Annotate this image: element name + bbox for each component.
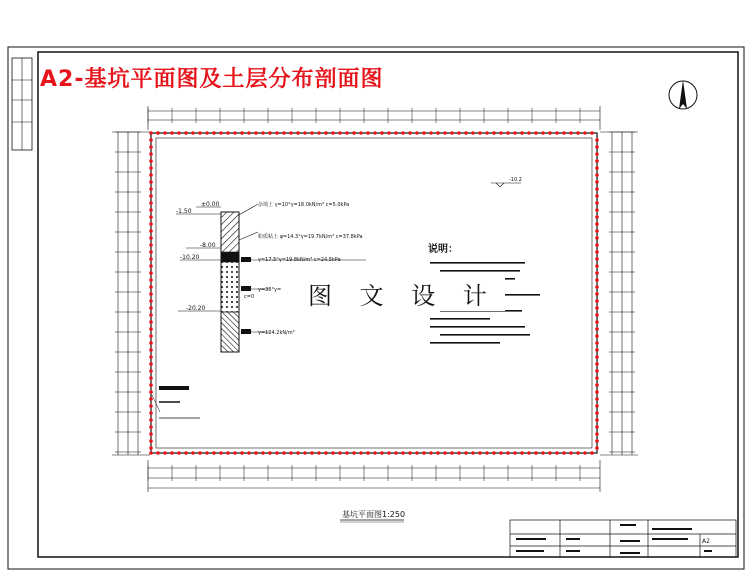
- pile-dot: [595, 369, 599, 373]
- pile-dot: [170, 131, 174, 135]
- pile-dot: [595, 138, 599, 142]
- pile-dot: [366, 451, 370, 455]
- pile-dot: [149, 229, 153, 233]
- pile-dot: [191, 451, 195, 455]
- pile-dot: [184, 131, 188, 135]
- pile-dot: [310, 131, 314, 135]
- pile-dot: [149, 404, 153, 408]
- pile-dot: [527, 131, 531, 135]
- pile-dot: [331, 451, 335, 455]
- right-dimension-chain: [600, 132, 638, 455]
- pile-dot: [254, 131, 258, 135]
- pile-dot: [415, 131, 419, 135]
- watermark-text: 图 文 设 计: [300, 276, 505, 311]
- pile-dot: [149, 187, 153, 191]
- pile-dot: [595, 404, 599, 408]
- pile-dot: [149, 145, 153, 149]
- pile-dot: [261, 451, 265, 455]
- pile-dot: [595, 306, 599, 310]
- pile-dot: [261, 131, 265, 135]
- pile-dot: [595, 152, 599, 156]
- pile-dot: [149, 425, 153, 429]
- pile-dot: [317, 131, 321, 135]
- pile-dot: [576, 131, 580, 135]
- pile-dot: [590, 451, 594, 455]
- pile-dot: [499, 451, 503, 455]
- pile-dot: [595, 243, 599, 247]
- elevation-1-label: -1.50: [176, 208, 192, 215]
- pile-dot: [471, 451, 475, 455]
- legend-bars: [152, 386, 200, 418]
- pile-dot: [485, 451, 489, 455]
- pile-dot: [595, 278, 599, 282]
- pile-dot: [247, 451, 251, 455]
- pile-dot: [324, 131, 328, 135]
- pile-dot: [149, 222, 153, 226]
- pile-dot: [268, 451, 272, 455]
- pile-dot: [254, 451, 258, 455]
- pile-dot: [595, 348, 599, 352]
- pile-dot: [595, 362, 599, 366]
- pile-dot: [366, 131, 370, 135]
- pile-dot: [149, 306, 153, 310]
- pile-dot: [457, 131, 461, 135]
- left-dimension-chain: [112, 132, 150, 455]
- pile-dot: [492, 131, 496, 135]
- pile-dot: [595, 271, 599, 275]
- layer-1-text: 杂填土 γ=10°γ=18.0kN/m³ c=5.0kPa: [258, 202, 350, 208]
- pile-dot: [436, 131, 440, 135]
- pile-dot: [595, 334, 599, 338]
- pile-dot: [352, 131, 356, 135]
- pile-dot: [387, 451, 391, 455]
- pile-dot: [184, 451, 188, 455]
- pile-dot: [450, 451, 454, 455]
- elevation-3-label: -10.20: [180, 254, 200, 261]
- pile-dot: [226, 451, 230, 455]
- excavation-elevation-marker: [491, 183, 521, 187]
- pile-dot: [345, 131, 349, 135]
- pile-dot: [149, 313, 153, 317]
- pile-dot: [380, 451, 384, 455]
- pile-dot: [268, 131, 272, 135]
- pile-dot: [338, 451, 342, 455]
- layer-4-text: γ=35°γ=: [258, 287, 282, 293]
- pile-dot: [595, 376, 599, 380]
- pile-dot: [595, 313, 599, 317]
- pile-dot: [205, 131, 209, 135]
- pile-dot: [595, 411, 599, 415]
- pile-dot: [163, 131, 167, 135]
- pile-dot: [373, 131, 377, 135]
- pile-dot: [422, 451, 426, 455]
- pile-dot: [149, 243, 153, 247]
- pile-dot: [149, 271, 153, 275]
- notes-heading: 说明：: [428, 244, 458, 255]
- layer-2-text: 粉质粘土 φ=14.3°γ=19.7kN/m³ c=37.8kPa: [258, 234, 363, 240]
- pile-dot: [233, 451, 237, 455]
- layer-3-text: γ=17.5°γ=19.8kN/m³ c=24.5kPa: [258, 257, 341, 263]
- pile-dot: [149, 390, 153, 394]
- pile-dot: [296, 131, 300, 135]
- pile-dot: [562, 131, 566, 135]
- elevation-2-label: -8.00: [200, 242, 216, 249]
- pile-dot: [595, 383, 599, 387]
- pile-dot: [149, 278, 153, 282]
- pile-dot: [149, 250, 153, 254]
- pile-dot: [541, 451, 545, 455]
- pile-dot: [443, 131, 447, 135]
- pile-dot: [331, 131, 335, 135]
- pile-dot: [149, 299, 153, 303]
- pile-dot: [595, 299, 599, 303]
- pile-dot: [415, 451, 419, 455]
- pile-dot: [149, 152, 153, 156]
- pile-dot: [303, 131, 307, 135]
- pile-dot: [595, 390, 599, 394]
- pile-dot: [548, 131, 552, 135]
- pile-dot: [149, 362, 153, 366]
- pile-dot: [163, 451, 167, 455]
- pile-dot: [310, 451, 314, 455]
- pile-dot: [595, 145, 599, 149]
- pile-dot: [226, 131, 230, 135]
- pile-dot: [595, 229, 599, 233]
- pile-dot: [233, 131, 237, 135]
- pile-dot: [149, 432, 153, 436]
- pile-dot: [149, 369, 153, 373]
- pile-dot: [191, 131, 195, 135]
- pile-dot: [595, 285, 599, 289]
- pile-dot: [595, 194, 599, 198]
- pile-dot: [149, 451, 153, 455]
- pile-dot: [338, 131, 342, 135]
- pile-dot: [282, 131, 286, 135]
- pile-dot: [513, 131, 517, 135]
- pile-dot: [595, 201, 599, 205]
- pile-dot: [464, 451, 468, 455]
- pile-dot: [149, 166, 153, 170]
- pile-dot: [149, 236, 153, 240]
- pile-dot: [422, 131, 426, 135]
- pile-dot: [401, 131, 405, 135]
- pile-dot: [149, 341, 153, 345]
- pile-dot: [513, 451, 517, 455]
- pile-dot: [595, 432, 599, 436]
- pile-dot: [506, 131, 510, 135]
- elevation-leaders: [176, 204, 366, 332]
- pile-dot: [506, 451, 510, 455]
- pile-dot: [198, 451, 202, 455]
- pile-dot: [576, 451, 580, 455]
- binding-strip: [12, 58, 32, 150]
- pile-dot: [595, 355, 599, 359]
- pile-dot: [595, 222, 599, 226]
- pile-dot: [595, 264, 599, 268]
- pile-dot: [177, 131, 181, 135]
- pile-dot: [247, 131, 251, 135]
- pile-dot: [212, 131, 216, 135]
- pile-dot: [149, 355, 153, 359]
- pile-dot: [359, 451, 363, 455]
- pile-dot: [275, 131, 279, 135]
- pile-dot: [595, 187, 599, 191]
- pile-dot: [595, 159, 599, 163]
- pile-dot: [156, 451, 160, 455]
- pile-dot: [296, 451, 300, 455]
- pile-dot: [569, 131, 573, 135]
- pile-dot: [555, 131, 559, 135]
- pile-dot: [149, 201, 153, 205]
- pile-dot: [149, 159, 153, 163]
- pile-dot: [527, 451, 531, 455]
- pile-dot: [429, 131, 433, 135]
- pile-dot: [595, 292, 599, 296]
- pile-dot: [595, 425, 599, 429]
- pile-dot: [471, 131, 475, 135]
- pile-dot: [149, 320, 153, 324]
- drawing-title: A2-基坑平面图及土层分布剖面图: [40, 67, 384, 92]
- pile-dot: [149, 264, 153, 268]
- pile-dot: [394, 131, 398, 135]
- pile-dot: [149, 418, 153, 422]
- pile-dot: [359, 131, 363, 135]
- north-arrow-icon: [669, 80, 697, 109]
- excavation-elevation-label: -10.2: [509, 177, 522, 183]
- pile-dot: [534, 131, 538, 135]
- pile-dot: [149, 348, 153, 352]
- pile-dot: [569, 451, 573, 455]
- pile-dot: [149, 285, 153, 289]
- pile-dot: [303, 451, 307, 455]
- pile-dot: [401, 451, 405, 455]
- pile-dot: [478, 451, 482, 455]
- pile-dot: [595, 236, 599, 240]
- pile-dot: [436, 451, 440, 455]
- pile-dot: [219, 451, 223, 455]
- pile-dot: [352, 451, 356, 455]
- pile-dot: [149, 327, 153, 331]
- pile-dot: [595, 208, 599, 212]
- pile-dot: [464, 131, 468, 135]
- pile-dot: [324, 451, 328, 455]
- pile-dot: [387, 131, 391, 135]
- pile-dot: [380, 131, 384, 135]
- pile-dot: [499, 131, 503, 135]
- pile-dot: [149, 397, 153, 401]
- layer-4-cohesion: c=0: [244, 294, 255, 300]
- pile-dot: [595, 320, 599, 324]
- pile-dot: [590, 131, 594, 135]
- sheet-size-label: A2: [702, 538, 710, 545]
- pile-dot: [240, 131, 244, 135]
- pile-dot: [198, 131, 202, 135]
- pile-dot: [275, 451, 279, 455]
- pile-dot: [149, 411, 153, 415]
- pile-dot: [595, 446, 599, 450]
- pile-dot: [583, 131, 587, 135]
- pile-dot: [149, 446, 153, 450]
- pile-dot: [149, 439, 153, 443]
- pile-dot: [170, 451, 174, 455]
- pile-dot: [595, 173, 599, 177]
- pile-dot: [156, 131, 160, 135]
- pile-dot: [149, 194, 153, 198]
- pile-dot: [457, 451, 461, 455]
- pile-dot: [149, 292, 153, 296]
- pile-dot: [408, 451, 412, 455]
- pile-dot: [583, 451, 587, 455]
- elevation-4-label: -20.20: [186, 305, 206, 312]
- pile-dot: [595, 418, 599, 422]
- pile-dot: [289, 451, 293, 455]
- pile-dot: [485, 131, 489, 135]
- pile-dot: [595, 166, 599, 170]
- pile-dot: [394, 451, 398, 455]
- pile-dot: [149, 173, 153, 177]
- pile-dot: [149, 376, 153, 380]
- pile-dot: [548, 451, 552, 455]
- pile-dot: [317, 451, 321, 455]
- pile-dot: [149, 215, 153, 219]
- pile-dot: [492, 451, 496, 455]
- soil-section-column: [221, 212, 251, 352]
- pile-dot: [205, 451, 209, 455]
- pile-dot: [520, 131, 524, 135]
- title-block-fill-marks: [516, 524, 712, 554]
- pile-dot: [595, 257, 599, 261]
- pile-dot: [212, 451, 216, 455]
- pile-dot: [450, 131, 454, 135]
- layer-5-text: γ=124.2kN/m³: [258, 330, 295, 336]
- pile-dot: [443, 451, 447, 455]
- pile-dot: [282, 451, 286, 455]
- pile-dot: [595, 215, 599, 219]
- pile-dot: [478, 131, 482, 135]
- pile-dot: [149, 383, 153, 387]
- pile-dot: [562, 451, 566, 455]
- pile-dot: [240, 451, 244, 455]
- pile-dot: [534, 451, 538, 455]
- pile-dot: [149, 138, 153, 142]
- pile-dot: [429, 451, 433, 455]
- pile-dot: [595, 180, 599, 184]
- plan-caption: 基坑平面图1:250: [342, 510, 406, 519]
- pile-dot: [149, 131, 153, 135]
- elevation-top-label: ±0.00: [201, 201, 220, 208]
- pile-dot: [555, 451, 559, 455]
- pile-dot: [541, 131, 545, 135]
- pile-dot: [149, 208, 153, 212]
- pile-dot: [373, 451, 377, 455]
- pile-dot: [595, 341, 599, 345]
- pile-dot: [408, 131, 412, 135]
- pile-dot: [289, 131, 293, 135]
- pile-dot: [177, 451, 181, 455]
- pile-dot: [595, 250, 599, 254]
- pile-dot: [595, 397, 599, 401]
- pile-dot: [149, 257, 153, 261]
- pile-dot: [595, 439, 599, 443]
- pile-dot: [595, 327, 599, 331]
- pile-dot: [520, 451, 524, 455]
- pile-dot: [219, 131, 223, 135]
- pile-dot: [149, 334, 153, 338]
- pile-dot: [345, 451, 349, 455]
- pile-dot: [149, 180, 153, 184]
